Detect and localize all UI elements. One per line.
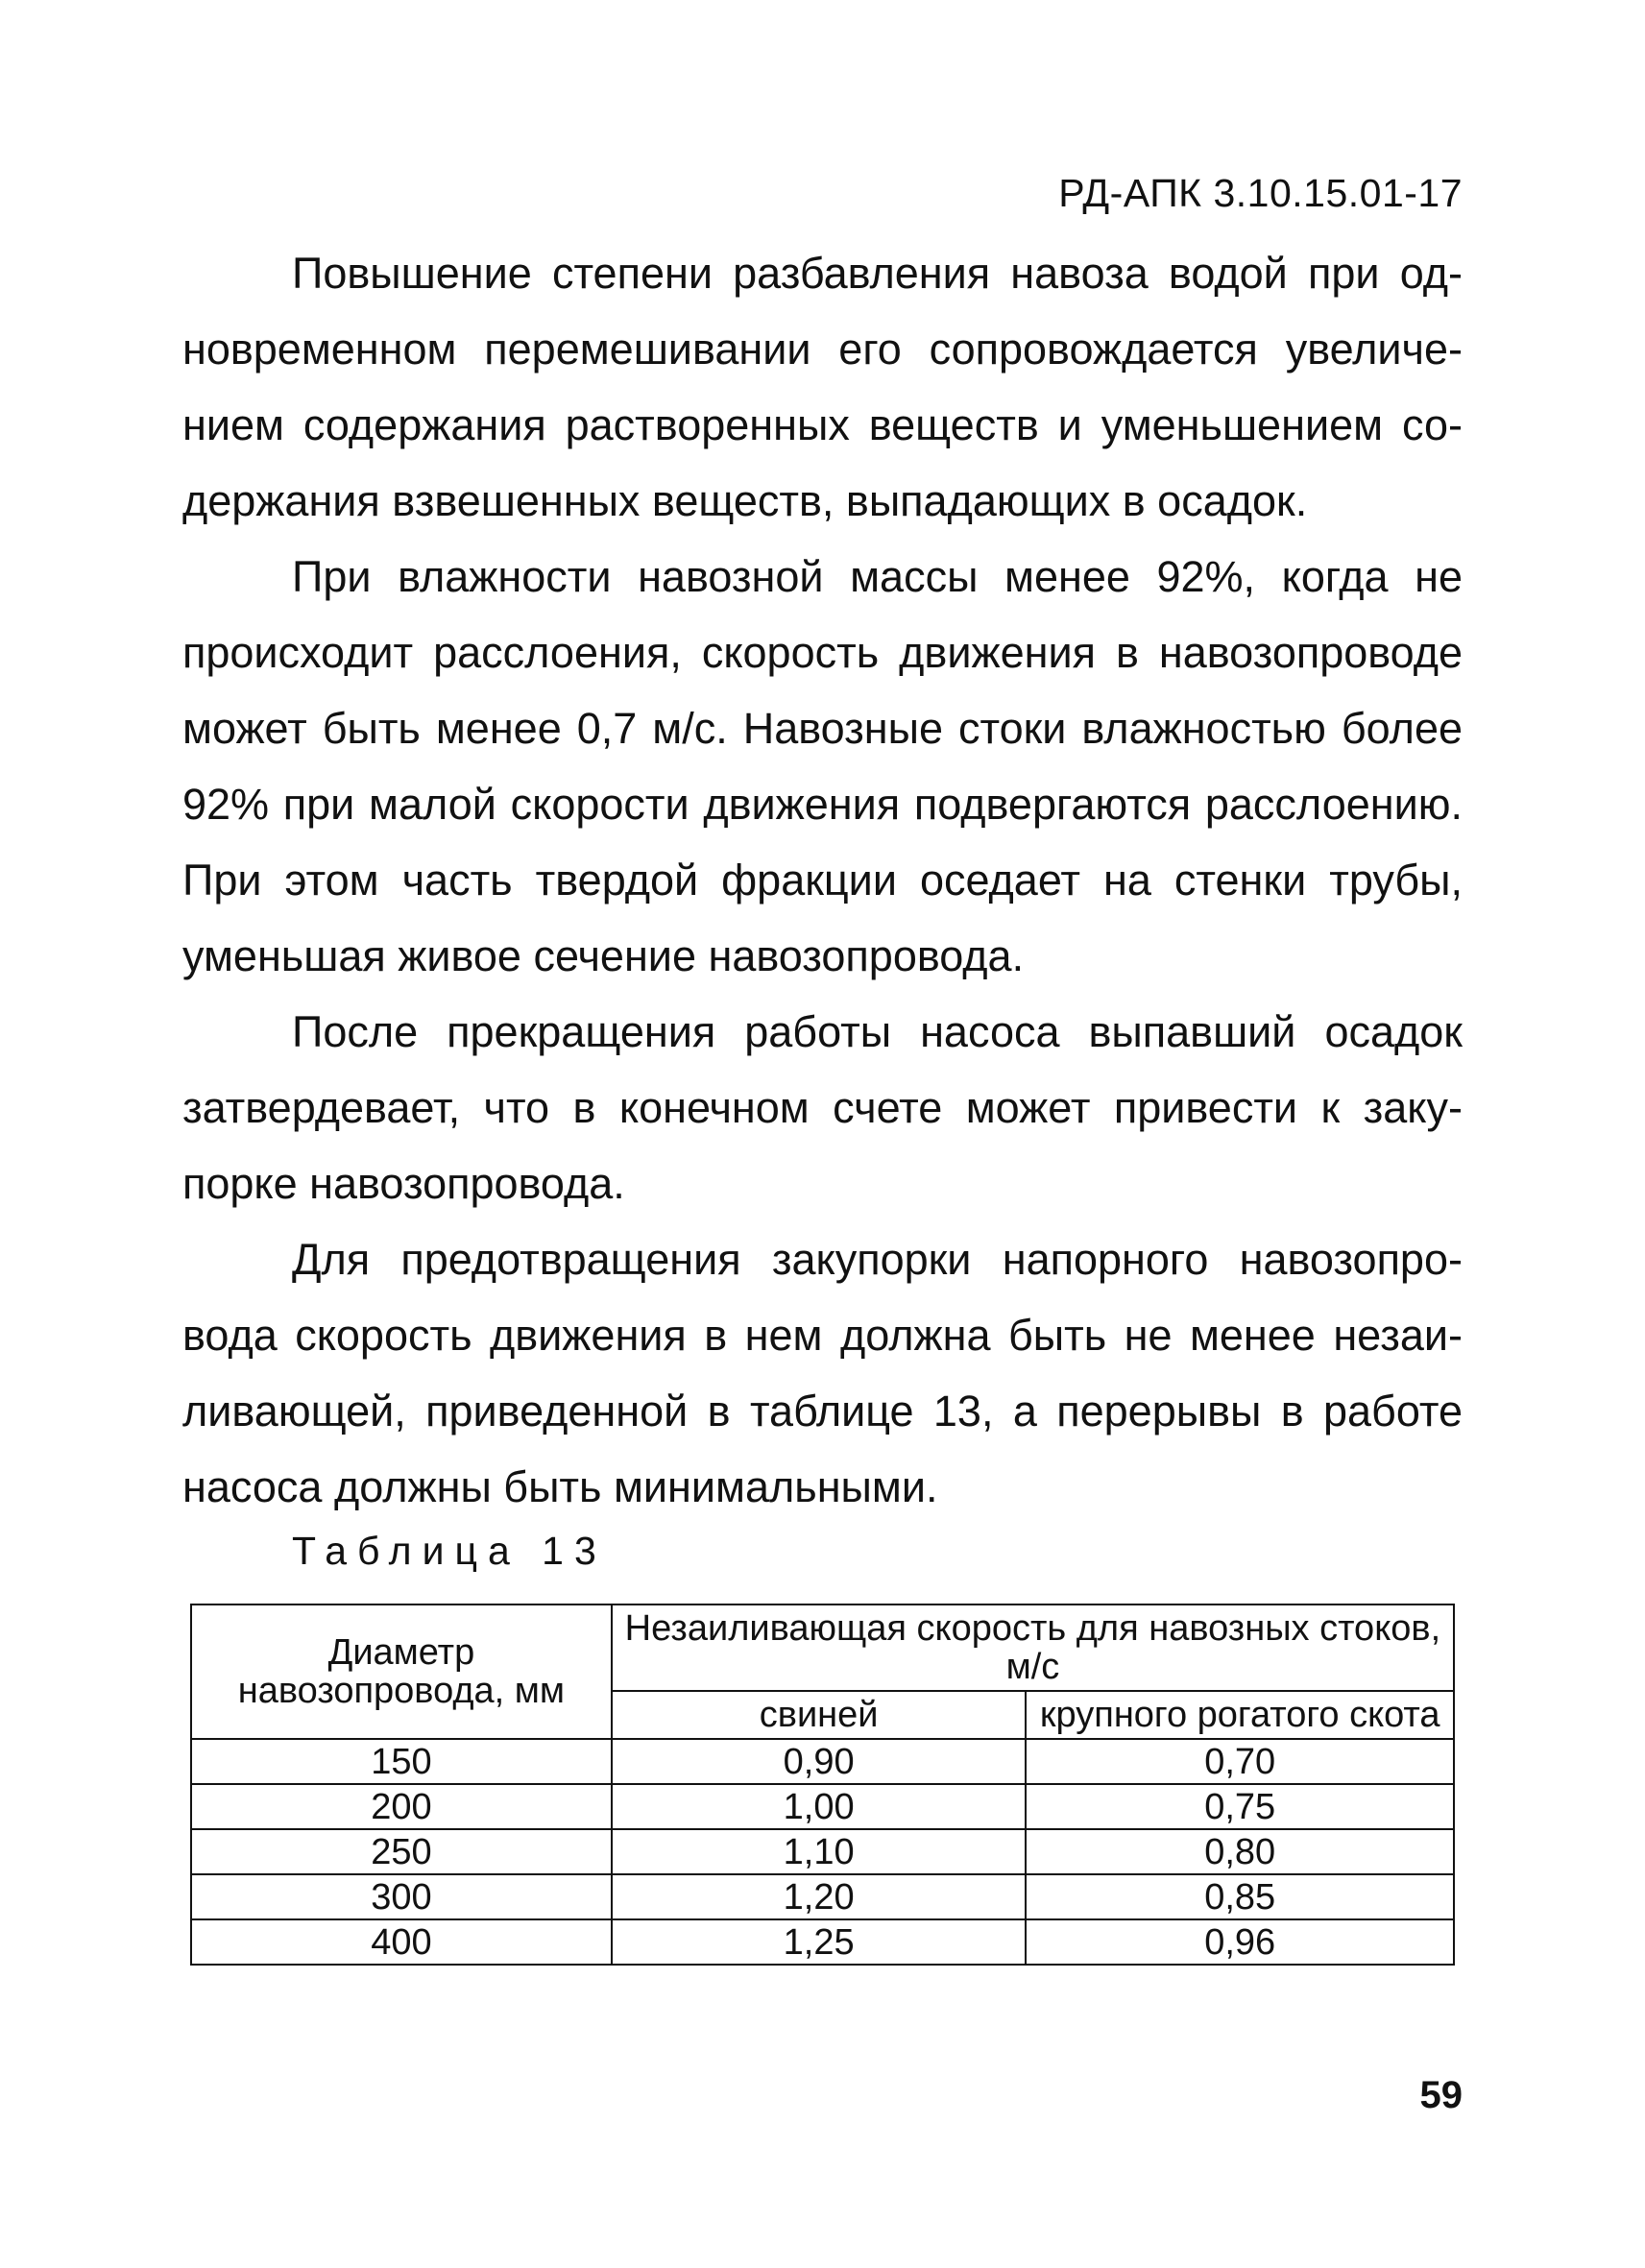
table-row: [191, 1829, 1454, 1874]
table-row: [191, 1919, 1454, 1965]
table-row: [191, 1874, 1454, 1919]
cell-pigs: 1,25: [612, 1919, 1027, 1965]
header-cattle: крупного рогатого скота: [1026, 1691, 1454, 1739]
cell-cattle: 0,80: [1026, 1829, 1454, 1874]
page-number: 59: [1419, 2074, 1463, 2116]
document-code: РД-АПК 3.10.15.01-17: [1058, 171, 1463, 215]
cell-diameter: 400: [191, 1919, 612, 1965]
cell-pigs: 1,00: [612, 1784, 1027, 1829]
table-caption: Таблица 13: [292, 1529, 607, 1573]
paragraph-pump-stop: После прекращения работы насоса выпавший осадок затвердевает, что в конечном счете может привести к закупорке навозопровода.: [182, 1007, 1463, 1208]
body-text: [182, 235, 1463, 1525]
cell-pigs: 1,20: [612, 1874, 1027, 1919]
table-header-row: [191, 1604, 1454, 1691]
header-diameter: Диаметр навозопровода, мм: [191, 1604, 612, 1739]
cell-pigs: 1,10: [612, 1829, 1027, 1874]
table-row: [191, 1784, 1454, 1829]
table-row: [191, 1739, 1454, 1784]
cell-cattle: 0,75: [1026, 1784, 1454, 1829]
cell-diameter: 250: [191, 1829, 612, 1874]
cell-diameter: 300: [191, 1874, 612, 1919]
paragraph-prevention: Для предотвращения закупорки напорного навозопровода скорость движения в нем должна быть не менее незаиливающей, приведенной в таблице 13, а перерывы в работе насоса должны быть минимальными.: [182, 1235, 1463, 1511]
cell-diameter: 150: [191, 1739, 612, 1784]
cell-cattle: 0,85: [1026, 1874, 1454, 1919]
cell-cattle: 0,96: [1026, 1919, 1454, 1965]
cell-diameter: 200: [191, 1784, 612, 1829]
paragraph-moisture: При влажности навозной массы менее 92%, когда не происходит расслоения, скорость движения в навозопроводе может быть менее 0,7 м/с. Навозные стоки влажностью более 92% при малой скорости движения подвергаются расслоению. При этом часть твердой фракции оседает на стенки трубы, уменьшая живое сечение навозопровода.: [182, 552, 1463, 980]
cell-pigs: 0,90: [612, 1739, 1027, 1784]
paragraph-dilution: Повышение степени разбавления навоза водой при одновременном перемешивании его сопровождается увеличением содержания растворенных веществ и уменьшением содержания взвешенных веществ, выпадающих в осадок.: [182, 249, 1463, 525]
header-velocity: Незаиливающая скорость для навозных стоков, м/с: [612, 1604, 1454, 1691]
velocity-table: [190, 1604, 1455, 1966]
cell-cattle: 0,70: [1026, 1739, 1454, 1784]
header-pigs: свиней: [612, 1691, 1027, 1739]
